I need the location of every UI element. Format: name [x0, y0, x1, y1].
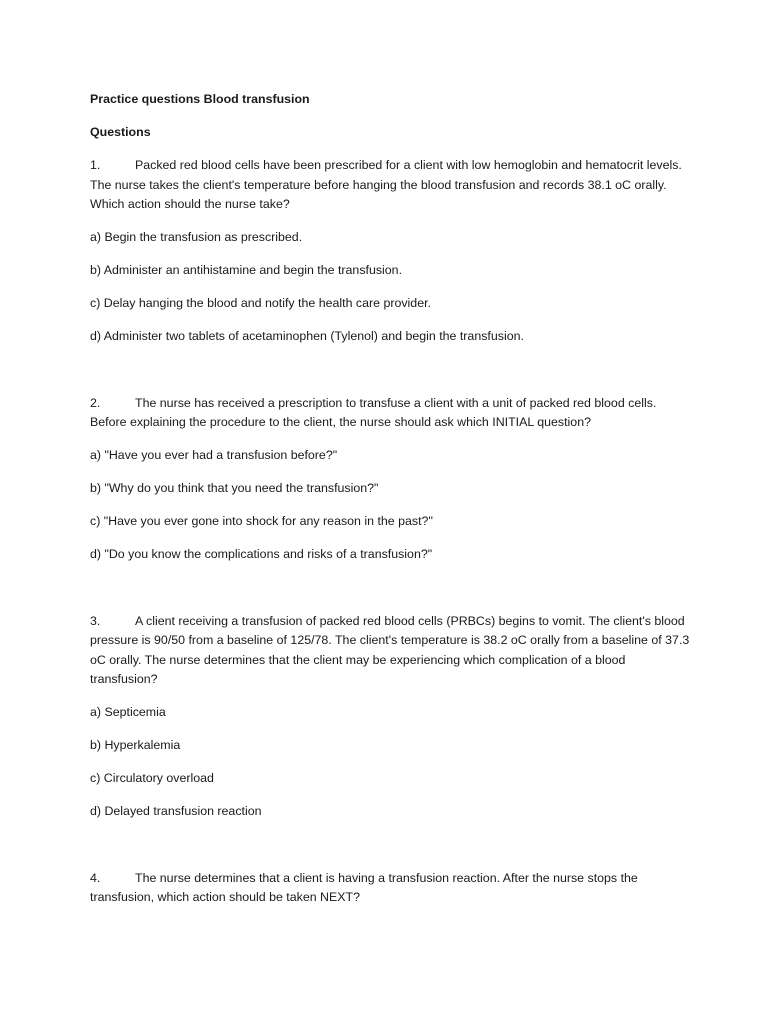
- question-number: 4.: [90, 870, 101, 885]
- question-text: [90, 394, 690, 433]
- answer-option: b) Administer an antihistamine and begin the transfusion.: [90, 263, 403, 277]
- answer-option: c) "Have you ever gone into shock for any reason in the past?": [90, 514, 433, 528]
- question-text: [90, 156, 690, 215]
- answer-option: d) "Do you know the complications and risks of a transfusion?": [90, 547, 433, 561]
- question-number: 1.: [90, 158, 101, 172]
- answer-option: b) "Why do you think that you need the transfusion?": [90, 481, 379, 495]
- answer-option: d) Delayed transfusion reaction: [90, 804, 262, 818]
- question-body: The nurse has received a prescription to transfuse a client with a unit of packed red blood cells. Before explaining the procedure to the client, the nurse should ask which INITIAL question?: [90, 395, 657, 429]
- spacer: [90, 822, 690, 855]
- question-4: [90, 869, 690, 908]
- answer-option: b) Hyperkalemia: [90, 738, 181, 752]
- document-page: [90, 90, 690, 908]
- spacer: [90, 347, 690, 380]
- document-title: Practice questions Blood transfusion: [90, 92, 310, 106]
- question-3: [90, 612, 690, 822]
- answer-option: a) Begin the transfusion as prescribed.: [90, 230, 303, 244]
- question-body: The nurse determines that a client is having a transfusion reaction. After the nurse stops the transfusion, which action should be taken NEXT?: [90, 870, 638, 904]
- answer-option: a) Septicemia: [90, 705, 166, 719]
- question-2: [90, 394, 690, 565]
- question-number: 2.: [90, 395, 101, 410]
- question-text: [90, 612, 690, 690]
- section-heading: Questions: [90, 124, 151, 139]
- question-body: A client receiving a transfusion of packed red blood cells (PRBCs) begins to vomit. The client's blood pressure is 90/50 from a baseline of 125/78. The client's temperature is 38.2 oC orally from a baseline of 37.3 oC orally. The nurse determines that the client may be experiencing which complication of a blood transfusion?: [90, 613, 690, 686]
- question-body: Packed red blood cells have been prescribed for a client with low hemoglobin and hematocrit levels. The nurse takes the client's temperature before hanging the blood transfusion and records 38.1 oC orally. Which action should the nurse take?: [90, 158, 682, 211]
- answer-option: c) Circulatory overload: [90, 771, 214, 785]
- answer-option: d) Administer two tablets of acetaminophen (Tylenol) and begin the transfusion.: [90, 329, 524, 343]
- question-text: [90, 869, 690, 908]
- question-number: 3.: [90, 613, 101, 628]
- answer-option: c) Delay hanging the blood and notify the health care provider.: [90, 296, 431, 310]
- answer-option: a) "Have you ever had a transfusion before?": [90, 448, 338, 462]
- question-1: [90, 156, 690, 347]
- spacer: [90, 565, 690, 598]
